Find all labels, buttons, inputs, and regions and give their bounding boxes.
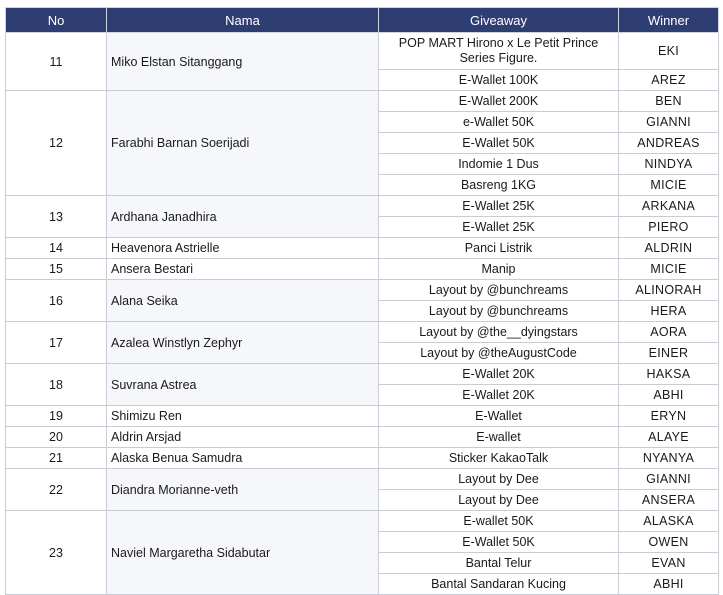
header-no: No	[6, 8, 107, 33]
winner-cell: AORA	[619, 322, 719, 343]
participant-name: Shimizu Ren	[107, 406, 379, 427]
table-row	[6, 469, 719, 490]
row-number: 22	[6, 469, 107, 511]
giveaway-cell: e-Wallet 50K	[379, 112, 619, 133]
winner-cell: ALASKA	[619, 511, 719, 532]
row-number: 17	[6, 322, 107, 364]
giveaway-cell: Manip	[379, 259, 619, 280]
giveaway-cell: E-Wallet 20K	[379, 385, 619, 406]
winner-cell: GIANNI	[619, 469, 719, 490]
giveaway-cell: E-wallet	[379, 427, 619, 448]
header-giveaway: Giveaway	[379, 8, 619, 33]
winner-cell: EKI	[619, 33, 719, 70]
winner-cell: MICIE	[619, 175, 719, 196]
participant-name: Naviel Margaretha Sidabutar	[107, 511, 379, 595]
giveaway-table	[5, 7, 719, 595]
row-number: 19	[6, 406, 107, 427]
winner-cell: ALINORAH	[619, 280, 719, 301]
table-row	[6, 259, 719, 280]
winner-cell: HERA	[619, 301, 719, 322]
winner-cell: ANSERA	[619, 490, 719, 511]
giveaway-cell: E-wallet 50K	[379, 511, 619, 532]
row-number: 12	[6, 91, 107, 196]
participant-name: Heavenora Astrielle	[107, 238, 379, 259]
giveaway-cell: Layout by @bunchreams	[379, 280, 619, 301]
participant-name: Alaska Benua Samudra	[107, 448, 379, 469]
table-row	[6, 511, 719, 532]
winner-cell: AREZ	[619, 70, 719, 91]
winner-cell: HAKSA	[619, 364, 719, 385]
winner-cell: ALDRIN	[619, 238, 719, 259]
winner-cell: ALAYE	[619, 427, 719, 448]
header-winner: Winner	[619, 8, 719, 33]
table-row	[6, 280, 719, 301]
giveaway-cell: Bantal Sandaran Kucing	[379, 574, 619, 595]
winner-cell: OWEN	[619, 532, 719, 553]
giveaway-cell: E-Wallet 200K	[379, 91, 619, 112]
row-number: 14	[6, 238, 107, 259]
giveaway-cell: Layout by @bunchreams	[379, 301, 619, 322]
winner-cell: ERYN	[619, 406, 719, 427]
giveaway-cell: E-Wallet 100K	[379, 70, 619, 91]
winner-cell: MICIE	[619, 259, 719, 280]
winner-cell: ABHI	[619, 574, 719, 595]
winner-cell: PIERO	[619, 217, 719, 238]
giveaway-cell: Layout by Dee	[379, 469, 619, 490]
winner-cell: ANDREAS	[619, 133, 719, 154]
participant-name: Miko Elstan Sitanggang	[107, 33, 379, 91]
giveaway-cell: Layout by @theAugustCode	[379, 343, 619, 364]
table-row	[6, 33, 719, 70]
winner-cell: ARKANA	[619, 196, 719, 217]
participant-name: Suvrana Astrea	[107, 364, 379, 406]
table-row	[6, 322, 719, 343]
giveaway-cell: E-Wallet 50K	[379, 532, 619, 553]
giveaway-cell: Basreng 1KG	[379, 175, 619, 196]
row-number: 13	[6, 196, 107, 238]
giveaway-cell: E-Wallet 20K	[379, 364, 619, 385]
giveaway-cell: E-Wallet 25K	[379, 217, 619, 238]
table-row	[6, 364, 719, 385]
row-number: 20	[6, 427, 107, 448]
table-body	[6, 33, 719, 595]
giveaway-cell: Layout by Dee	[379, 490, 619, 511]
table-row	[6, 91, 719, 112]
table-row	[6, 427, 719, 448]
participant-name: Aldrin Arsjad	[107, 427, 379, 448]
winner-cell: BEN	[619, 91, 719, 112]
participant-name: Farabhi Barnan Soerijadi	[107, 91, 379, 196]
participant-name: Alana Seika	[107, 280, 379, 322]
winner-cell: NINDYA	[619, 154, 719, 175]
row-number: 18	[6, 364, 107, 406]
participant-name: Ardhana Janadhira	[107, 196, 379, 238]
header-row	[6, 8, 719, 33]
winner-cell: EINER	[619, 343, 719, 364]
giveaway-cell: E-Wallet 50K	[379, 133, 619, 154]
table-row	[6, 238, 719, 259]
giveaway-cell: Layout by @the__dyingstars	[379, 322, 619, 343]
giveaway-cell: E-Wallet 25K	[379, 196, 619, 217]
winner-cell: ABHI	[619, 385, 719, 406]
giveaway-cell: Panci Listrik	[379, 238, 619, 259]
row-number: 16	[6, 280, 107, 322]
giveaway-cell: Bantal Telur	[379, 553, 619, 574]
participant-name: Ansera Bestari	[107, 259, 379, 280]
giveaway-cell: Indomie 1 Dus	[379, 154, 619, 175]
giveaway-cell: Sticker KakaoTalk	[379, 448, 619, 469]
participant-name: Diandra Morianne-veth	[107, 469, 379, 511]
table-row	[6, 448, 719, 469]
winner-cell: EVAN	[619, 553, 719, 574]
row-number: 21	[6, 448, 107, 469]
winner-cell: NYANYA	[619, 448, 719, 469]
winner-cell: GIANNI	[619, 112, 719, 133]
table-row	[6, 406, 719, 427]
header-name: Nama	[107, 8, 379, 33]
row-number: 15	[6, 259, 107, 280]
participant-name: Azalea Winstlyn Zephyr	[107, 322, 379, 364]
giveaway-cell: E-Wallet	[379, 406, 619, 427]
row-number: 23	[6, 511, 107, 595]
row-number: 11	[6, 33, 107, 91]
table-row	[6, 196, 719, 217]
giveaway-cell: POP MART Hirono x Le Petit Prince Series Figure.	[379, 33, 619, 70]
